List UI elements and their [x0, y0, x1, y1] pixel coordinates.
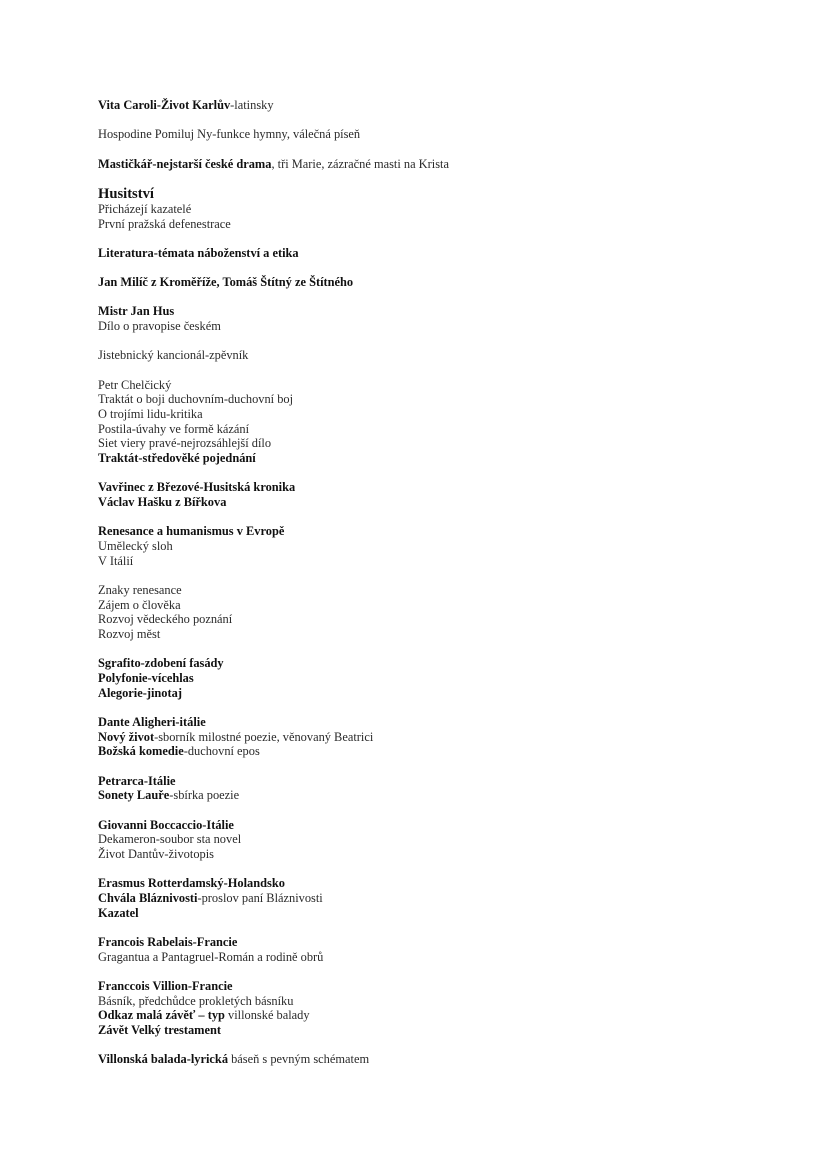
paragraph: [98, 583, 758, 642]
section-heading: Husitství: [98, 185, 154, 202]
paragraph: [98, 979, 758, 1038]
text-line: [98, 774, 758, 789]
paragraph: [98, 127, 758, 142]
bold-text: Petrarca-Itálie: [98, 773, 176, 788]
plain-text: Zájem o člověka: [98, 597, 181, 612]
text-line: [98, 348, 758, 363]
text-line: [98, 554, 758, 569]
bold-text: Villonská balada-lyrická: [98, 1052, 229, 1067]
paragraph: [98, 348, 758, 363]
bold-text: Jan Milíč z Kroměříže, Tomáš Štítný ze Štítného: [98, 275, 354, 290]
text-line: [98, 422, 758, 437]
plain-text: -proslov paní Bláznivosti: [197, 890, 323, 905]
bold-text: Alegorie-jinotaj: [98, 685, 182, 700]
bold-text: Nový život: [98, 729, 155, 744]
plain-text: První pražská defenestrace: [98, 216, 231, 231]
text-line: [98, 217, 758, 232]
bold-text: Vavřinec z Březové-Husitská kronika: [98, 480, 296, 495]
paragraph: [98, 774, 758, 803]
bold-text: Traktát-středověké pojednání: [98, 451, 256, 466]
plain-text: -duchovní epos: [183, 744, 260, 759]
paragraph: [98, 186, 758, 231]
plain-text: Jistebnický kancionál-zpěvník: [98, 348, 249, 363]
paragraph: [98, 304, 758, 333]
text-line: [98, 818, 758, 833]
plain-text: Život Dantův-životopis: [98, 846, 214, 861]
plain-text: Rozvoj měst: [98, 627, 161, 642]
bold-text: Sonety Lauře: [98, 788, 170, 803]
plain-text: Znaky renesance: [98, 582, 182, 597]
plain-text: Dílo o pravopise českém: [98, 319, 221, 334]
text-line: [98, 935, 758, 950]
text-line: [98, 495, 758, 510]
bold-text: Dante Aligheri-itálie: [98, 714, 206, 729]
plain-text: , tři Marie, zázračné masti na Krista: [271, 156, 449, 171]
paragraph: [98, 480, 758, 509]
bold-text: Francois Rabelais-Francie: [98, 934, 238, 949]
paragraph: [98, 98, 758, 113]
text-line: [98, 246, 758, 261]
text-line: [98, 686, 758, 701]
text-line: [98, 451, 758, 466]
paragraph: [98, 656, 758, 700]
text-line: [98, 275, 758, 290]
bold-text: Kazatel: [98, 905, 139, 920]
plain-text: Rozvoj vědeckého poznání: [98, 612, 233, 627]
plain-text: Petr Chelčický: [98, 377, 172, 392]
bold-text: Giovanni Boccaccio-Itálie: [98, 817, 234, 832]
plain-text: Gragantua a Pantagruel-Román a rodině obrů: [98, 949, 324, 964]
bold-text: Chvála Bláznivosti: [98, 890, 198, 905]
paragraph: [98, 818, 758, 862]
text-line: [98, 671, 758, 686]
paragraph: [98, 876, 758, 920]
plain-text: Přicházejí kazatelé: [98, 201, 192, 216]
text-line: [98, 319, 758, 334]
text-line: [98, 598, 758, 613]
bold-text: Vita Caroli-Život Karlův: [98, 98, 231, 112]
plain-text: báseň s pevným schématem: [228, 1052, 370, 1067]
plain-text: O trojími lidu-kritika: [98, 407, 203, 421]
plain-text: -latinsky: [230, 98, 274, 112]
text-line: [98, 392, 758, 407]
paragraph: [98, 275, 758, 290]
paragraph: [98, 935, 758, 964]
paragraph: [98, 524, 758, 568]
text-line: [98, 876, 758, 891]
text-line: [98, 847, 758, 862]
plain-text: Dekameron-soubor sta novel: [98, 832, 242, 847]
bold-text: Václav Hašku z Bířkova: [98, 495, 227, 510]
plain-text: villonské balady: [224, 1008, 310, 1023]
paragraph: [98, 157, 758, 172]
plain-text: -sborník milostné poezie, věnovaný Beatrici: [154, 729, 374, 744]
text-line: [98, 891, 758, 906]
text-line: [98, 1008, 758, 1023]
document-page: [98, 98, 758, 1082]
text-line: [98, 994, 758, 1009]
plain-text: Umělecký sloh: [98, 539, 173, 553]
text-line: [98, 127, 758, 142]
text-line: [98, 304, 758, 319]
text-line: [98, 730, 758, 745]
bold-text: Erasmus Rotterdamský-Holandsko: [98, 876, 285, 891]
text-line: [98, 627, 758, 642]
plain-text: -sbírka poezie: [169, 788, 240, 803]
text-line: [98, 979, 758, 994]
plain-text: Traktát o boji duchovním-duchovní boj: [98, 392, 294, 407]
plain-text: Siet viery pravé-nejrozsáhlejší dílo: [98, 436, 272, 451]
text-line: [98, 524, 758, 539]
bold-text: Odkaz malá závěť – typ: [98, 1008, 225, 1023]
text-line: [98, 98, 758, 113]
plain-text: Hospodine Pomiluj Ny-funkce hymny, válečná píseň: [98, 127, 361, 142]
paragraph: [98, 246, 758, 261]
bold-text: Mistr Jan Hus: [98, 304, 175, 319]
bold-text: Literatura-témata náboženství a etika: [98, 245, 299, 260]
bold-text: Sgrafito-zdobení fasády: [98, 656, 224, 671]
bold-text: Polyfonie-vícehlas: [98, 671, 194, 685]
bold-text: Mastičkář-nejstarší české drama: [98, 156, 272, 171]
paragraph: [98, 715, 758, 759]
text-line: [98, 436, 758, 451]
text-line: [98, 612, 758, 627]
paragraph: [98, 378, 758, 466]
bold-text: Franccois Villion-Francie: [98, 978, 233, 993]
text-line: [98, 539, 758, 554]
bold-text: Závět Velký trestament: [98, 1022, 221, 1037]
bold-text: Renesance a humanismus v Evropě: [98, 524, 285, 539]
text-line: [98, 1052, 758, 1067]
text-line: [98, 157, 758, 172]
text-line: [98, 715, 758, 730]
text-line: [98, 656, 758, 671]
bold-text: Božská komedie: [98, 744, 184, 759]
text-line: [98, 1023, 758, 1038]
plain-text: Básník, předchůdce prokletých básníku: [98, 993, 294, 1008]
text-line: [98, 583, 758, 598]
text-line: [98, 906, 758, 921]
paragraph: [98, 1052, 758, 1067]
text-line: [98, 480, 758, 495]
text-line: [98, 378, 758, 393]
text-line: [98, 832, 758, 847]
text-line: [98, 744, 758, 759]
text-line: [98, 202, 758, 217]
plain-text: Postila-úvahy ve formě kázání: [98, 421, 250, 436]
plain-text: V Itálií: [98, 553, 134, 568]
text-line: [98, 950, 758, 965]
text-line: [98, 788, 758, 803]
text-line: [98, 407, 758, 422]
